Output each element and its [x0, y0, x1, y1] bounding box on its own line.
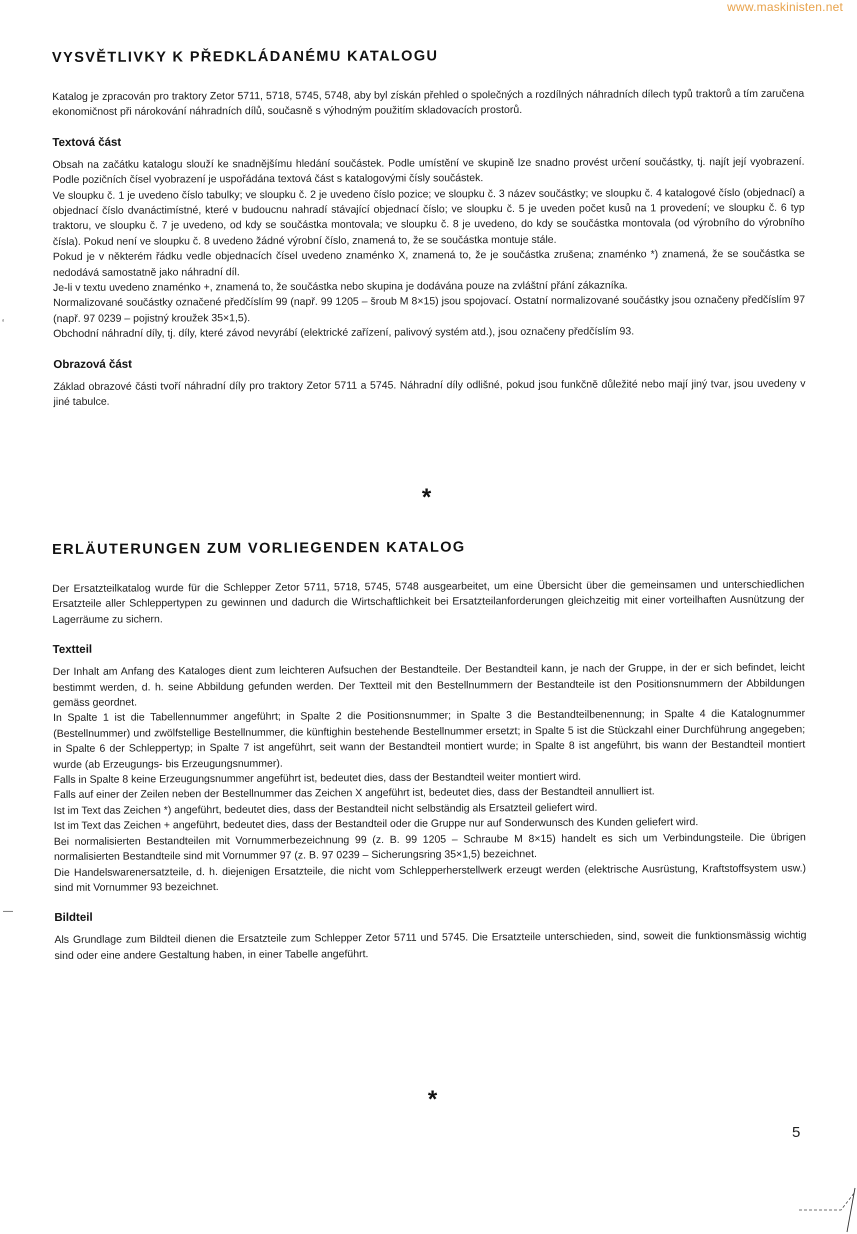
german-image-heading: Bildteil: [54, 912, 93, 925]
czech-text-paragraph: Je-li v textu uvedeno znaménko +, znamená to, že součástka nebo skupina je dodávána pouze na zvláštní přání zákazníka.: [53, 279, 628, 295]
czech-text-paragraph: Ve sloupku č. 1 je uvedeno číslo tabulky; ve sloupku č. 2 je uvedeno číslo pozice; ve sloupku č. 3 název součástky; ve sloupku č. 4 katalogové číslo (objednací) a objednací číslo dvanáctimístné, které v budoucnu nahradí stávající objednací číslo; ve sloupku č. 5 je uveden počet kusů na 1 provedení; ve sloupku č. 6 typ traktoru, ve sloupku č. 7 je uvedeno, od kdy se součástka montovala; ve sloupku č. 8 je uvedeno, do kdy se součástka montovala (od výrobního do výrobního čísla). Pokud není ve sloupku č. 8 uvedeno žádné výrobní číslo, znamená to, že se součástka montuje stále.: [52, 186, 805, 248]
czech-intro: Katalog je zpracován pro traktory Zetor 5711, 5718, 5745, 5748, aby byl získán přehled o společných a rozdílných náhradních dílech typů traktorů a tím zaručena ekonomičnost při nárokování náhradních dílů, současně s výhodným použitím skladovacích prostorů.: [52, 87, 805, 119]
czech-text-heading: Textová část: [52, 136, 122, 149]
german-text-paragraph: Die Handelswarenersatzteile, d. h. diejenigen Ersatzteile, die nicht vom Schlepperherstellwerk erzeugt werden (elektrische Ausrüstung, Kraftstoffsystem usw.) sind mit Vornummer 93 bezeichnet.: [53, 861, 807, 894]
german-text-paragraph: Der Inhalt am Anfang des Kataloges dient zum leichteren Aufsuchen der Bestandteile. Der Bestandteil kann, je nach der Gruppe, in der er sich befindet, leicht bestimmt werden, d. h. seine Abbildung gefunden werden. Der Textteil mit den Bestellnummern der Bestandteile ist den Positionsnummern der Abbildungen gemäss geordnet.: [52, 661, 805, 710]
czech-title: VYSVĚTLIVKY K PŘEDKLÁDANÉMU KATALOGU: [52, 48, 439, 66]
german-text-paragraph: In Spalte 1 ist die Tabellennummer angeführt; in Spalte 2 die Positionsnummer; in Spalte 3 die Bestandteilbenennung; in Spalte 4 die Katalognummer (Bestellnummer) und zwölfstellige Bestellnummer, die künftighin bestehende Bestellnummer ersetzt; in Spalte 5 ist die Stückzahl einer Durchführung angegeben; in Spalte 6 der Schleppertyp; in Spalte 7 ist angeführt, seit wann der Bestandteil montiert wurde; in Spalte 8 ist angeführt, bis wann der Bestandteil montiert wurde (ab Erzeugungs- bis Erzeugungsnummer).: [53, 707, 806, 771]
czech-image-paragraph: Základ obrazové části tvoří náhradní díly pro traktory Zetor 5711 a 5745. Náhradní díly odlišné, pokud jsou funkčně důležité nebo mají jiný tvar, jsou uvedeny v jiné tabulce.: [53, 377, 806, 409]
czech-text-paragraph: Obsah na začátku katalogu slouží ke snadnějšímu hledání součástek. Podle umístění ve skupině lze snadno provést určení součástky, tj. najít její vyobrazení. Podle pozičních čísel vyobrazení je uspořádána textová část s katalogovými čísly součástek.: [52, 155, 805, 187]
german-text-paragraph: Ist im Text das Zeichen *) angeführt, bedeutet dies, dass der Bestandteil nicht selbständig als Ersatzteil geliefert wird.: [53, 801, 598, 817]
czech-text-paragraph: Pokud je v některém řádku vedle objednacích čísel uvedeno znaménko X, znamená to, že je součástka zrušena; znaménko *) znamená, že se součástka se nedodává samostatně jako náhradní díl.: [52, 247, 805, 279]
german-text-paragraph: Falls auf einer der Zeilen neben der Bestellnummer das Zeichen X angeführt ist, bedeutet dies, dass der Bestandteil annulliert ist.: [53, 785, 655, 802]
german-text-paragraph: Bei normalisierten Bestandteilen mit Vornummerbezeichnung 99 (z. B. 99 1205 – Schraube M 8×15) handelt es sich um Verbindungsteile. Die übrigen normalisierten Bestandteile sind mit Vornummer 97 (z. B. 97 0239 – Sicherungsring 35×1,5) bezeichnet.: [53, 831, 806, 864]
czech-text-paragraph: Obchodní náhradní díly, tj. díly, které závod nevyrábí (elektrické zařízení, palivový systém atd.), jsou označeny předčíslím 93.: [53, 325, 635, 341]
german-text-heading: Textteil: [52, 643, 93, 657]
margin-mark-icon: ‘: [2, 318, 5, 329]
czech-section: [52, 47, 806, 411]
german-text-paragraph: Falls in Spalte 8 keine Erzeugungsnummer angeführt ist, bedeutet dies, dass der Bestandteil weiter montiert wird.: [53, 770, 582, 787]
german-intro: Der Ersatzteilkatalog wurde für die Schlepper Zetor 5711, 5718, 5745, 5748 ausgearbeitet, um eine Übersicht über die gemeinsamen und unterschiedlichen Ersatzteile aller Schleppertypen zu gewinnen und dadurch die Wirtschaftlichkeit bei Ersatzteilanforderungen gleichzeitig mit einer vorteilhaften Ausnützung der Lagerräume zu sichern.: [52, 578, 805, 626]
german-image-paragraph: Als Grundlage zum Bildteil dienen die Ersatzteile zum Schlepper Zetor 5711 und 5745. Die Ersatzteile unterschieden, sind, soweit die funktionsmässig wichtig sind oder eine andere Gestaltung haben, in einer Tabelle angeführt.: [54, 929, 807, 962]
page-number: 5: [792, 1124, 801, 1141]
czech-image-heading: Obrazová část: [53, 358, 133, 371]
german-text-paragraph: Ist im Text das Zeichen + angeführt, bedeutet dies, dass der Bestandteil oder die Gruppe nur auf Sonderwunsch des Kunden geliefert wird.: [53, 816, 699, 833]
czech-text-paragraph: Normalizované součástky označené předčíslím 99 (např. 99 1205 – šroub M 8×15) jsou spojovací. Ostatní normalizované součástky jsou označeny předčíslím 97 (např. 97 0239 – pojistný kroužek 35×1,5).: [53, 294, 806, 325]
separator-asterisk: *: [427, 1086, 438, 1113]
margin-mark-icon: —: [3, 906, 13, 917]
german-title: ERLÄUTERUNGEN ZUM VORLIEGENDEN KATALOG: [52, 539, 466, 558]
page-corner-line-icon: [797, 1184, 857, 1234]
watermark: www.maskinisten.net: [727, 0, 843, 14]
german-section: [52, 537, 807, 964]
separator-asterisk: *: [421, 484, 432, 511]
